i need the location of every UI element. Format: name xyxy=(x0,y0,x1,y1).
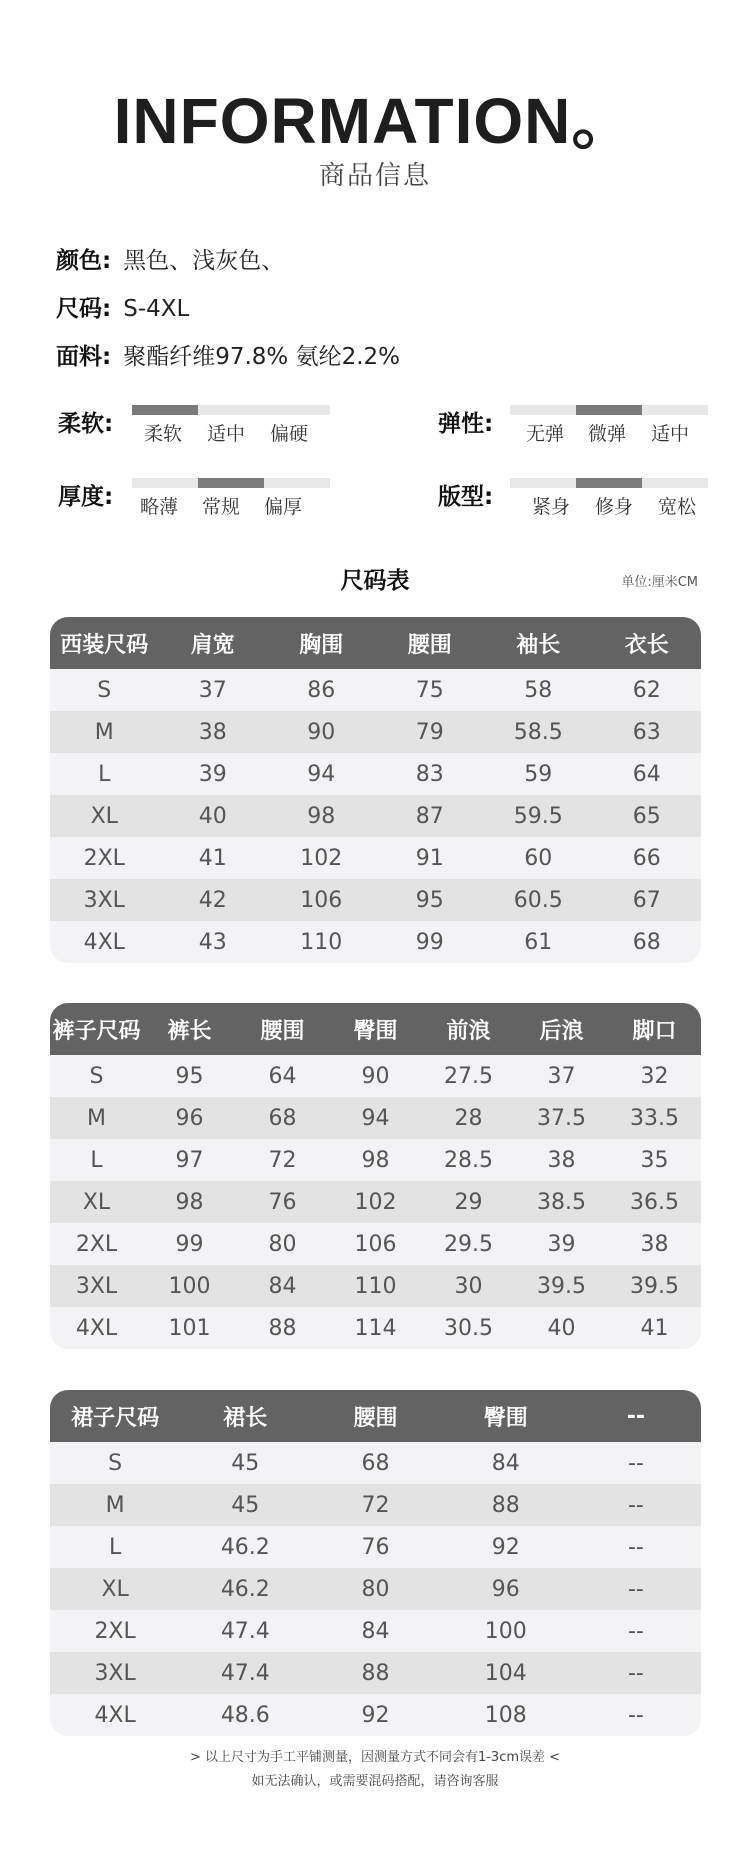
table-header-cell: -- xyxy=(626,1403,646,1429)
table-cell: L xyxy=(98,761,111,787)
table-cell: 65 xyxy=(632,803,661,829)
table-cell: 114 xyxy=(354,1315,397,1341)
table-cell: 64 xyxy=(632,761,661,787)
info-size-value: S-4XL xyxy=(123,296,190,322)
table-row xyxy=(50,1484,701,1526)
table-row xyxy=(50,921,701,963)
table-row xyxy=(50,1139,701,1181)
table-cell: 83 xyxy=(415,761,444,787)
table-cell: 86 xyxy=(307,677,336,703)
table-cell: 68 xyxy=(361,1450,390,1476)
table-cell: 108 xyxy=(484,1702,527,1728)
table-row xyxy=(50,1223,701,1265)
table-cell: 59.5 xyxy=(513,803,563,829)
table-header-row xyxy=(50,1390,701,1442)
scale-softness-indicator xyxy=(132,405,198,415)
table-header-cell: 裤长 xyxy=(167,1018,212,1044)
table-cell: 110 xyxy=(354,1273,397,1299)
table-cell: M xyxy=(94,719,114,745)
table-header-cell: 裙子尺码 xyxy=(71,1405,160,1431)
table-header-cell: 臀围 xyxy=(353,1018,398,1044)
contact-note: 如无法确认，或需要混码搭配，请咨询客服 xyxy=(251,1774,499,1789)
table-cell: 84 xyxy=(268,1273,297,1299)
table-row xyxy=(50,795,701,837)
size-chart-unit: 单位:厘米CM xyxy=(621,575,698,590)
table-cell: 100 xyxy=(484,1618,527,1644)
table-cell: 41 xyxy=(198,845,227,871)
table-cell: M xyxy=(105,1492,125,1518)
table-cell: 37.5 xyxy=(537,1105,586,1131)
table-cell: 72 xyxy=(361,1492,390,1518)
table-cell: 3XL xyxy=(94,1660,136,1686)
table-cell: 4XL xyxy=(83,929,125,955)
scale-softness-option: 适中 xyxy=(207,423,246,445)
table-cell: 39.5 xyxy=(630,1273,679,1299)
table-cell: 76 xyxy=(361,1534,390,1560)
table-cell: 30.5 xyxy=(444,1315,493,1341)
table-header-cell: 臀围 xyxy=(483,1405,528,1431)
table-cell: 48.6 xyxy=(220,1702,270,1728)
table-cell: 42 xyxy=(198,887,227,913)
table-cell: L xyxy=(108,1534,122,1560)
scale-elasticity-bar xyxy=(510,405,708,415)
table-cell: 102 xyxy=(354,1189,397,1215)
table-row xyxy=(50,837,701,879)
table-cell: 68 xyxy=(632,929,661,955)
table-cell: -- xyxy=(627,1618,644,1644)
skirt-size-table xyxy=(50,1390,701,1736)
table-cell: 106 xyxy=(354,1231,397,1257)
table-cell: L xyxy=(90,1147,103,1173)
table-cell: 96 xyxy=(491,1576,520,1602)
table-cell: 29 xyxy=(454,1189,483,1215)
table-cell: -- xyxy=(627,1702,644,1728)
table-row xyxy=(50,1694,701,1736)
table-cell: 87 xyxy=(415,803,444,829)
table-cell: 62 xyxy=(632,677,661,703)
info-fabric-value: 聚酯纤维97.8% 氨纶2.2% xyxy=(123,344,401,370)
table-cell: 80 xyxy=(268,1231,297,1257)
scale-fit-label: 版型: xyxy=(438,484,494,510)
table-cell: 38 xyxy=(547,1147,576,1173)
table-header-row xyxy=(50,1003,701,1055)
table-cell: 88 xyxy=(491,1492,520,1518)
table-row xyxy=(50,1526,701,1568)
scale-elasticity-label: 弹性: xyxy=(438,411,494,437)
table-cell: 95 xyxy=(175,1063,204,1089)
size-chart-title: 尺码表 xyxy=(340,568,410,594)
pants-size-table xyxy=(50,1003,701,1349)
measurement-note: > 以上尺寸为手工平铺测量，因测量方式不同会有1-3cm误差 < xyxy=(189,1750,561,1765)
info-color xyxy=(56,242,284,275)
table-cell: 64 xyxy=(268,1063,297,1089)
table-cell: 106 xyxy=(300,887,343,913)
table-row xyxy=(50,1097,701,1139)
table-cell: 101 xyxy=(168,1315,211,1341)
info-color-value: 黑色、浅灰色、 xyxy=(123,248,285,274)
table-cell: 29.5 xyxy=(444,1231,493,1257)
table-cell: XL xyxy=(101,1576,129,1602)
table-cell: 46.2 xyxy=(220,1534,270,1560)
table-row xyxy=(50,1265,701,1307)
table-cell: 47.4 xyxy=(220,1660,270,1686)
scale-elasticity-option: 无弹 xyxy=(526,423,565,445)
info-color-label: 颜色: xyxy=(56,248,112,274)
table-cell: 92 xyxy=(361,1702,390,1728)
table-header-cell: 衣长 xyxy=(624,632,669,658)
table-row xyxy=(50,1610,701,1652)
table-header-cell: 脚口 xyxy=(632,1018,677,1044)
scale-thickness-label: 厚度: xyxy=(58,484,114,510)
table-cell: XL xyxy=(82,1189,111,1215)
scale-thickness-bar xyxy=(132,478,330,488)
table-cell: 90 xyxy=(307,719,336,745)
table-header-cell: 袖长 xyxy=(516,632,561,658)
table-cell: -- xyxy=(627,1576,644,1602)
scale-elasticity-option: 微弹 xyxy=(588,423,627,445)
table-cell: 4XL xyxy=(75,1315,118,1341)
table-row xyxy=(50,1307,701,1349)
table-header-cell: 后浪 xyxy=(539,1018,584,1044)
table-cell: 98 xyxy=(361,1147,390,1173)
table-cell: 40 xyxy=(198,803,227,829)
table-cell: 94 xyxy=(307,761,336,787)
scale-fit-bar xyxy=(510,478,708,488)
table-cell: 39 xyxy=(547,1231,576,1257)
table-cell: 97 xyxy=(175,1147,204,1173)
table-cell: 2XL xyxy=(94,1618,136,1644)
table-cell: M xyxy=(87,1105,106,1131)
table-cell: 60 xyxy=(524,845,553,871)
table-cell: 35 xyxy=(640,1147,669,1173)
scale-elasticity-option: 适中 xyxy=(651,423,690,445)
table-cell: 39.5 xyxy=(537,1273,586,1299)
table-row xyxy=(50,669,701,711)
table-cell: 98 xyxy=(175,1189,204,1215)
table-header-cell: 裤子尺码 xyxy=(52,1018,141,1044)
table-row xyxy=(50,1568,701,1610)
scale-thickness-option: 略薄 xyxy=(140,496,179,518)
table-row xyxy=(50,753,701,795)
table-cell: 40 xyxy=(547,1315,576,1341)
table-cell: 88 xyxy=(268,1315,297,1341)
table-cell: 99 xyxy=(175,1231,204,1257)
table-cell: 98 xyxy=(307,803,336,829)
table-cell: 27.5 xyxy=(444,1063,493,1089)
table-cell: 39 xyxy=(198,761,227,787)
table-cell: 92 xyxy=(491,1534,520,1560)
scale-softness-option: 偏硬 xyxy=(270,423,309,445)
table-cell: 72 xyxy=(268,1147,297,1173)
table-cell: -- xyxy=(627,1534,644,1560)
page-subtitle: 商品信息 xyxy=(318,161,431,191)
table-cell: 33.5 xyxy=(630,1105,679,1131)
table-header-cell: 裙长 xyxy=(223,1405,268,1431)
table-cell: 2XL xyxy=(75,1231,118,1257)
table-cell: 75 xyxy=(415,677,444,703)
table-cell: 63 xyxy=(632,719,661,745)
table-cell: 38 xyxy=(640,1231,669,1257)
table-cell: 3XL xyxy=(75,1273,118,1299)
table-cell: 36.5 xyxy=(630,1189,679,1215)
table-cell: 4XL xyxy=(94,1702,136,1728)
table-cell: 45 xyxy=(231,1492,260,1518)
info-size-label: 尺码: xyxy=(56,296,112,322)
scale-fit-option: 宽松 xyxy=(658,496,697,518)
table-cell: 66 xyxy=(632,845,661,871)
info-fabric xyxy=(56,338,400,371)
scale-thickness-option: 偏厚 xyxy=(264,496,303,518)
table-header-cell: 肩宽 xyxy=(190,632,235,658)
table-cell: S xyxy=(89,1063,104,1089)
table-cell: 95 xyxy=(415,887,444,913)
scale-fit-option: 修身 xyxy=(595,496,634,518)
table-cell: 47.4 xyxy=(220,1618,270,1644)
table-cell: 84 xyxy=(491,1450,520,1476)
scale-thickness-indicator xyxy=(198,478,264,488)
scale-fit-option: 紧身 xyxy=(532,496,571,518)
table-cell: 76 xyxy=(268,1189,297,1215)
table-header-cell: 腰围 xyxy=(353,1405,398,1431)
table-cell: 60.5 xyxy=(513,887,563,913)
table-cell: 38 xyxy=(198,719,227,745)
table-cell: 28.5 xyxy=(444,1147,493,1173)
scale-elasticity-indicator xyxy=(576,405,642,415)
table-cell: 59 xyxy=(524,761,553,787)
table-cell: 84 xyxy=(361,1618,390,1644)
table-header-row xyxy=(50,617,701,669)
table-cell: 88 xyxy=(361,1660,390,1686)
table-cell: 58.5 xyxy=(513,719,563,745)
table-cell: 102 xyxy=(300,845,343,871)
table-cell: 3XL xyxy=(83,887,125,913)
table-header-cell: 胸围 xyxy=(299,632,344,658)
table-cell: 43 xyxy=(198,929,227,955)
scale-softness-label: 柔软: xyxy=(58,411,114,437)
table-cell: 104 xyxy=(484,1660,527,1686)
table-cell: -- xyxy=(627,1492,644,1518)
info-size xyxy=(56,290,189,323)
table-cell: 61 xyxy=(524,929,553,955)
table-row xyxy=(50,1652,701,1694)
info-fabric-label: 面料: xyxy=(56,344,112,370)
table-cell: 68 xyxy=(268,1105,297,1131)
table-row xyxy=(50,1055,701,1097)
table-cell: 2XL xyxy=(83,845,125,871)
scale-softness-option: 柔软 xyxy=(144,423,183,445)
table-cell: 58 xyxy=(524,677,553,703)
table-cell: 37 xyxy=(547,1063,576,1089)
suit-size-table xyxy=(50,617,701,963)
table-cell: -- xyxy=(627,1450,644,1476)
table-cell: 41 xyxy=(640,1315,669,1341)
table-cell: 100 xyxy=(168,1273,211,1299)
table-cell: 91 xyxy=(415,845,444,871)
table-cell: 94 xyxy=(361,1105,390,1131)
table-header-cell: 腰围 xyxy=(407,632,452,658)
table-cell: 99 xyxy=(415,929,444,955)
table-cell: 38.5 xyxy=(537,1189,586,1215)
table-cell: 80 xyxy=(361,1576,390,1602)
table-row xyxy=(50,1442,701,1484)
table-cell: 30 xyxy=(454,1273,483,1299)
table-row xyxy=(50,1181,701,1223)
scale-softness-bar xyxy=(132,405,330,415)
table-cell: 96 xyxy=(175,1105,204,1131)
table-cell: XL xyxy=(90,803,118,829)
table-row xyxy=(50,711,701,753)
table-cell: 110 xyxy=(300,929,343,955)
table-row xyxy=(50,879,701,921)
table-cell: 90 xyxy=(361,1063,390,1089)
table-cell: S xyxy=(97,677,112,703)
table-cell: 45 xyxy=(231,1450,260,1476)
table-cell: 32 xyxy=(640,1063,669,1089)
scale-thickness-option: 常规 xyxy=(202,496,241,518)
table-cell: -- xyxy=(627,1660,644,1686)
table-cell: 46.2 xyxy=(220,1576,270,1602)
table-header-cell: 前浪 xyxy=(446,1018,491,1044)
table-cell: S xyxy=(108,1450,123,1476)
scale-fit-indicator xyxy=(576,478,642,488)
table-header-cell: 西装尺码 xyxy=(60,632,149,658)
table-cell: 67 xyxy=(632,887,661,913)
table-cell: 79 xyxy=(415,719,444,745)
table-cell: 28 xyxy=(454,1105,483,1131)
table-cell: 37 xyxy=(198,677,227,703)
table-header-cell: 腰围 xyxy=(260,1018,305,1044)
page-title: INFORMATION。 xyxy=(113,85,637,157)
